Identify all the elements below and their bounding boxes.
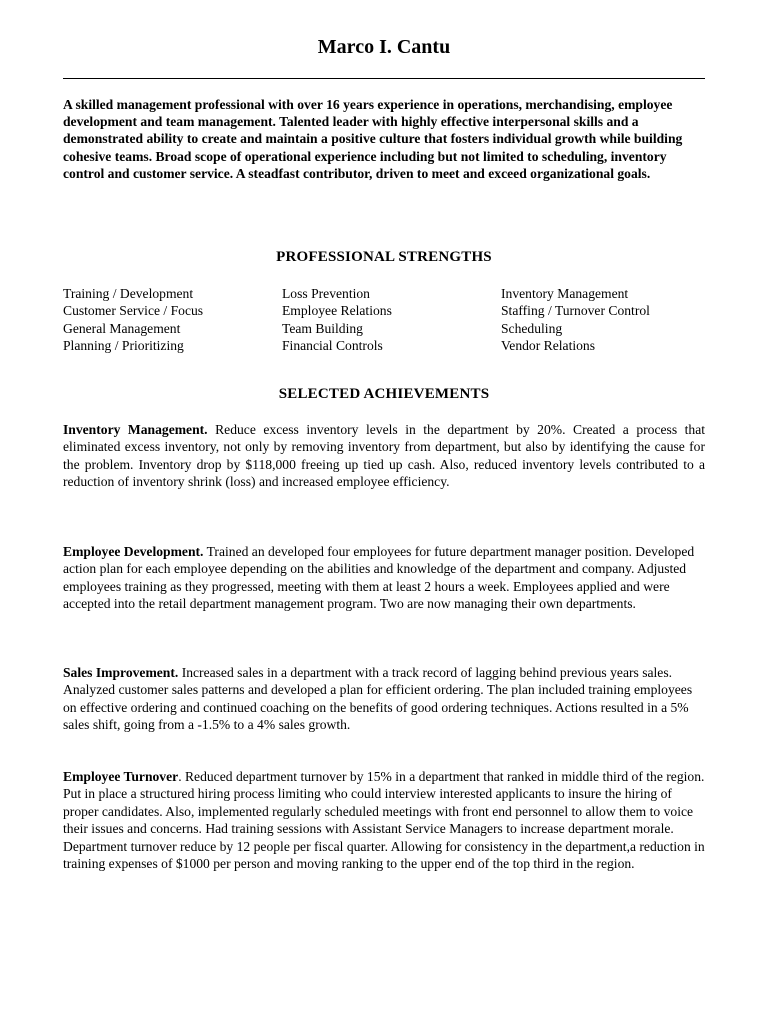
strengths-grid bbox=[63, 285, 723, 355]
resume-name: Marco I. Cantu bbox=[317, 36, 451, 58]
strength-item: Staffing / Turnover Control bbox=[501, 303, 650, 319]
achievement-employee-development bbox=[63, 543, 705, 613]
achievement-text: Increased sales in a department with a track record of lagging behind previous years sales. Analyzed customer sales patterns and developed a plan for efficient ordering. The plan included training employees on effective ordering and continued coaching on the benefits of good ordering techniques. Actions resulted in a 5% sales shift, going from a -1.5% to a 4% sales growth. bbox=[63, 665, 693, 733]
strength-item: Customer Service / Focus bbox=[63, 303, 204, 319]
strengths-column bbox=[63, 285, 282, 355]
achievement-employee-turnover bbox=[63, 768, 705, 872]
strength-item: Vendor Relations bbox=[501, 338, 596, 354]
strength-item: Inventory Management bbox=[501, 286, 629, 301]
strengths-column bbox=[501, 285, 720, 355]
achievement-title: Employee Turnover bbox=[63, 769, 179, 784]
achievement-text: Trained an developed four employees for future department manager position. Developed action plan for each employee depending on the abilities and knowledge of the department and company. Adjusted employees training as they progressed, meeting with them at least 2 hours a week. Employees applied and were accepted into the retail department management program. Two are now managing their own departments. bbox=[63, 544, 695, 612]
strength-item: General Management bbox=[63, 320, 181, 336]
strength-item: Training / Development bbox=[63, 286, 194, 301]
strength-item: Team Building bbox=[282, 320, 363, 336]
section-heading-achievements: SELECTED ACHIEVEMENTS bbox=[278, 386, 490, 402]
section-heading-strengths: PROFESSIONAL STRENGTHS bbox=[276, 249, 492, 265]
achievement-text: Reduce excess inventory levels in the department by 20%. Created a process that eliminated excess inventory, not only by removing inventory from department, but also by identifying the cause for the problem. Inventory drop by $118,000 freeing up tied up cash. Also, reduced inventory levels contributed to a reduction of inventory shrink (loss) and increased employee efficiency. bbox=[63, 422, 706, 490]
header-divider bbox=[63, 78, 705, 79]
achievement-title: Inventory Management. bbox=[63, 422, 208, 437]
achievement-text: . Reduced department turnover by 15% in a department that ranked in middle third of the region. Put in place a structured hiring process limiting who could interview interested applicants to insure the hiring of proper candidates. Also, implemented regularly scheduled meetings with front end personnel to allow them to voice their issues and concerns. Had training sessions with Assistant Service Managers to increase department morale. Department turnover reduce by 12 people per fiscal quarter. Allowing for consistency in the department,a reduction in training expenses of $1000 per person and moving ranking to the upper end of the top third in the region. bbox=[63, 769, 705, 872]
summary-paragraph: A skilled management professional with over 16 years experience in operations, merchandising, employee development and team management. Talented leader with highly effective interpersonal skills and a demonstrated ability to create and maintain a positive culture that fosters individual growth while building cohesive teams. Broad scope of operational experience including but not limited to scheduling, inventory control and customer service. A steadfast contributor, driven to meet and exceed organizational goals. bbox=[63, 97, 683, 181]
achievement-title: Employee Development. bbox=[63, 544, 204, 559]
strength-item: Planning / Prioritizing bbox=[63, 338, 184, 354]
achievement-title: Sales Improvement. bbox=[63, 665, 179, 680]
strength-item: Employee Relations bbox=[282, 303, 392, 319]
achievement-sales-improvement bbox=[63, 664, 705, 734]
strength-item: Scheduling bbox=[501, 320, 563, 336]
strength-item: Financial Controls bbox=[282, 338, 383, 354]
strengths-column bbox=[282, 285, 501, 355]
strength-item: Loss Prevention bbox=[282, 286, 370, 301]
achievement-inventory-management bbox=[63, 421, 705, 491]
